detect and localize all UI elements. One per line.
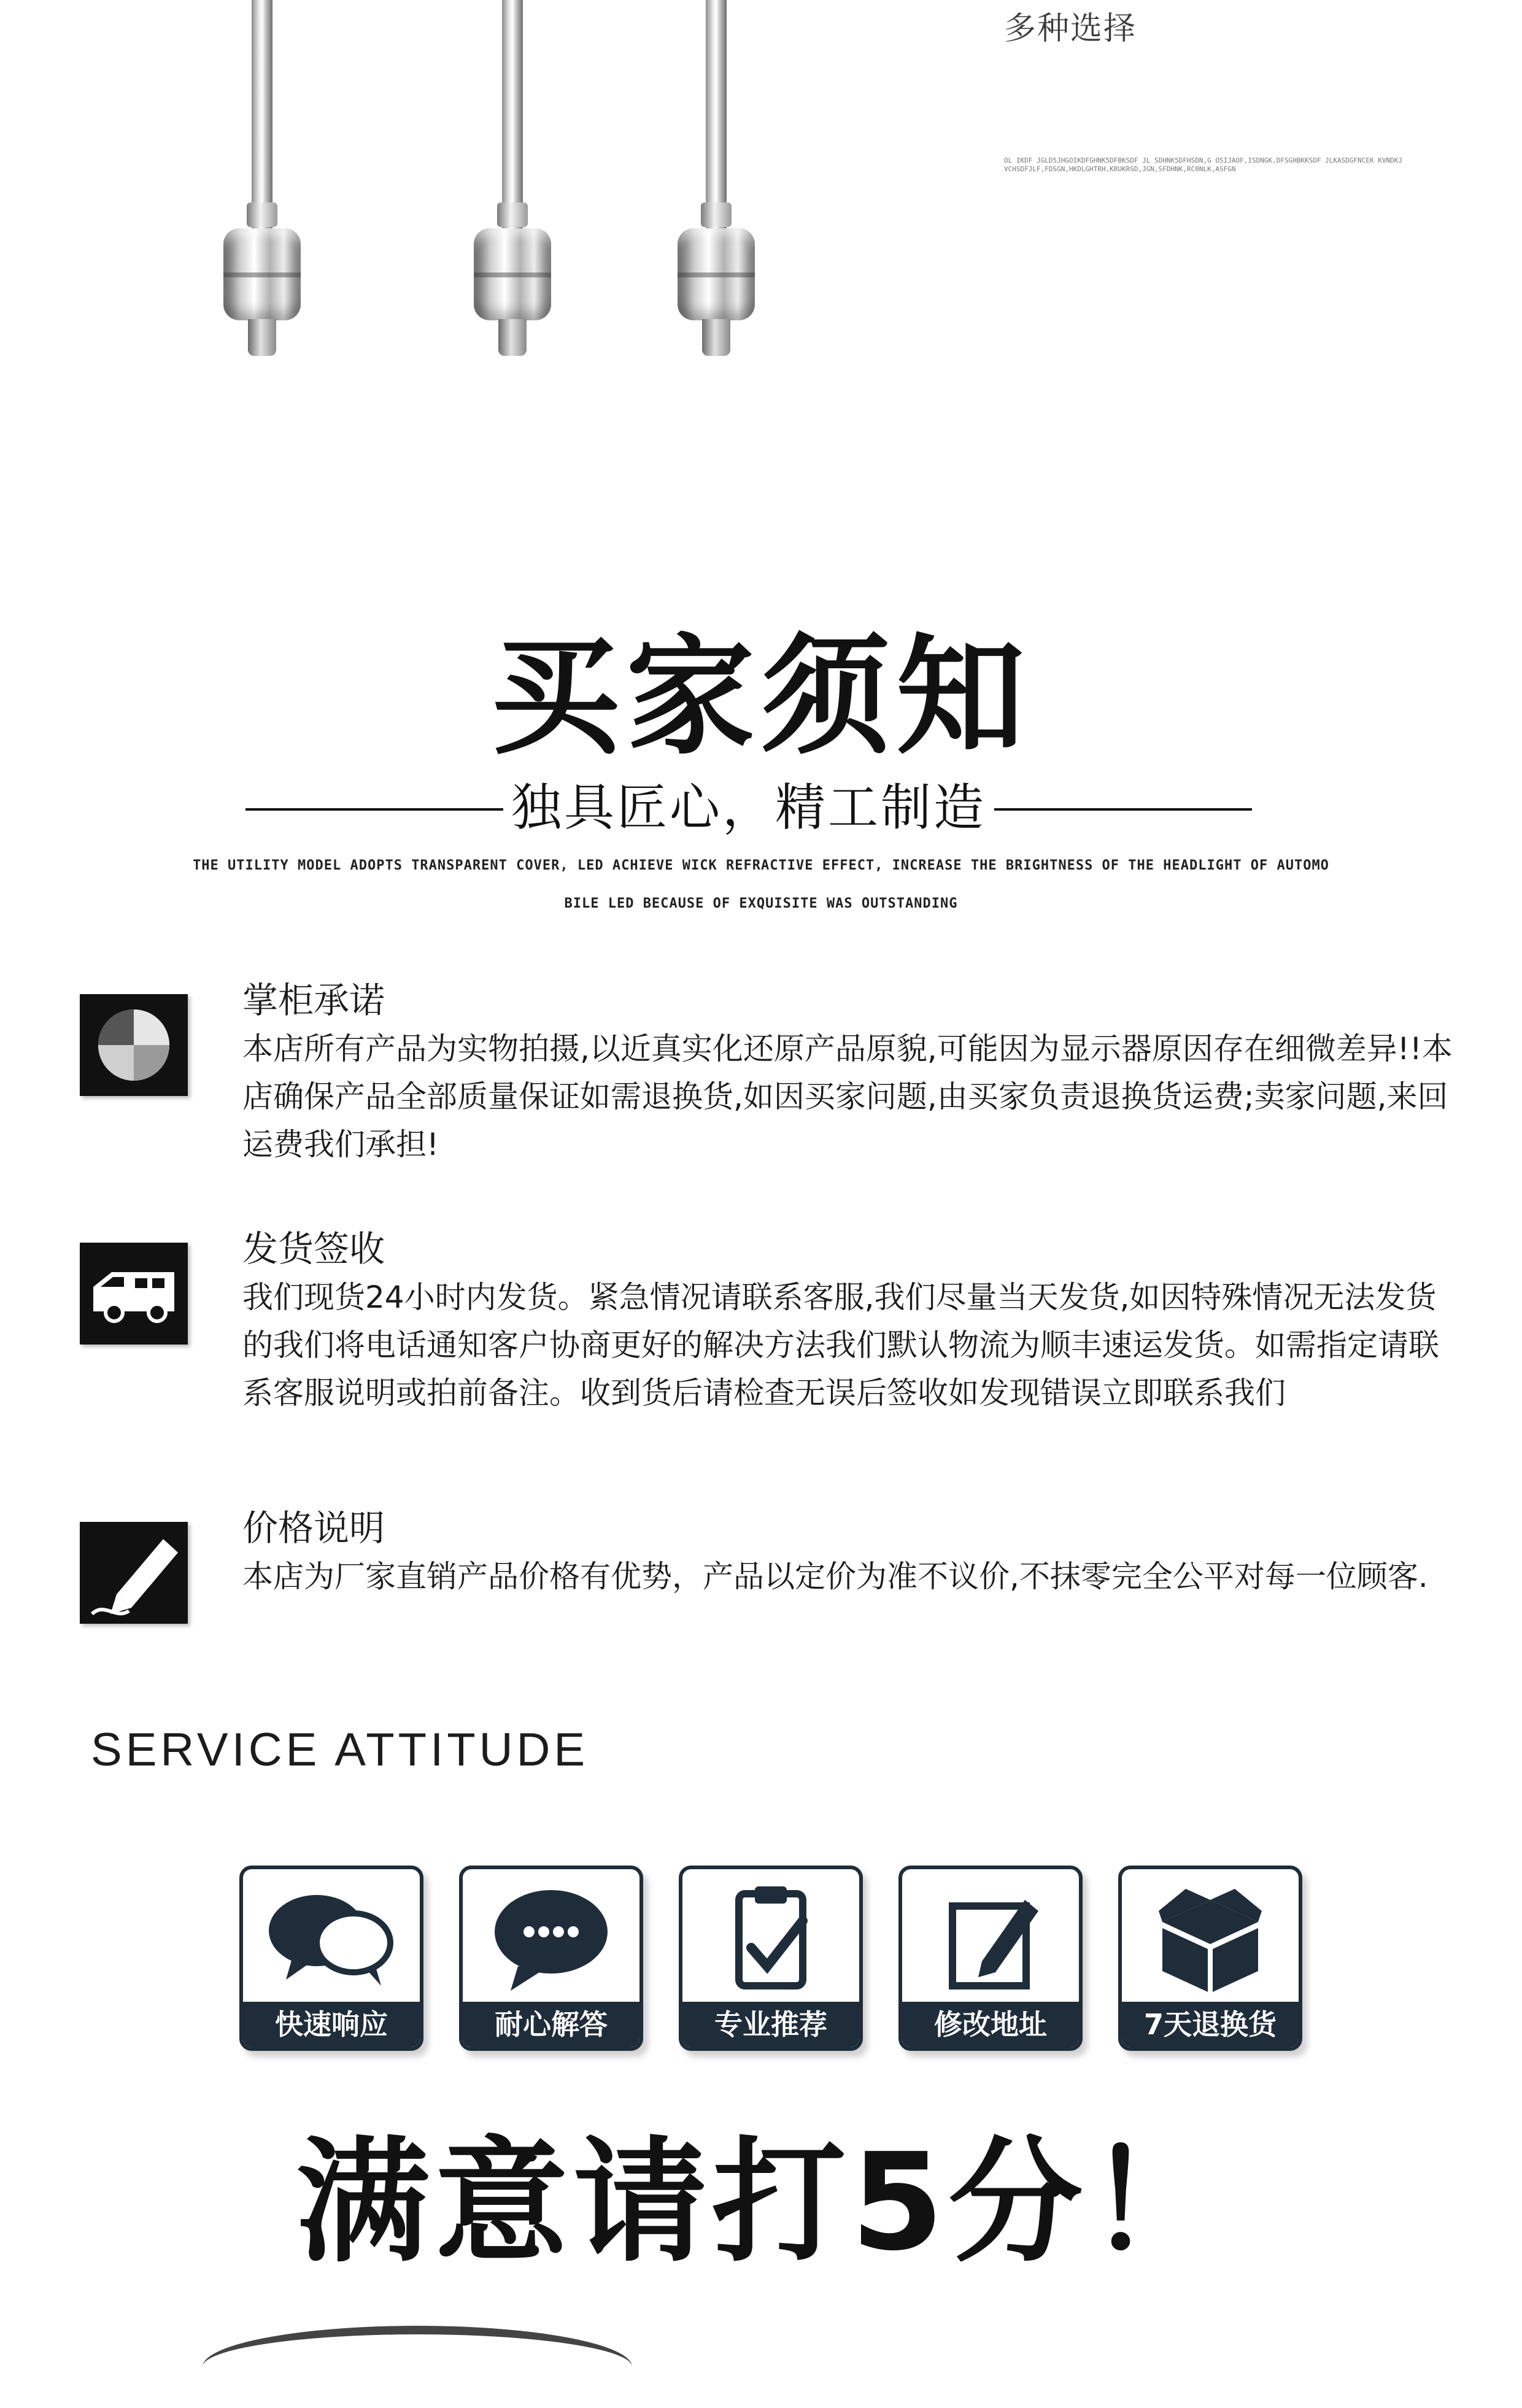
divider-line [245,808,503,811]
float-sensor-image [221,0,307,368]
english-line-1: THE UTILITY MODEL ADOPTS TRANSPARENT COVER, LED ACHIEVE WICK REFRACTIVE EFFECT, INCREASE THE BRIGHTNESS OF THE HEADLIGHT OF AUTOMO [193,858,1329,873]
float-sensor-image [675,0,761,368]
choice-label: 多种选择 [1004,10,1137,47]
decorative-arc [203,2326,632,2408]
english-line-2: BILE LED BECAUSE OF EXQUISITE WAS OUTSTANDING [564,896,958,911]
clipboard-check-icon [682,1875,859,1998]
service-badge-7-day-return [1118,1866,1302,2051]
item-body: 我们现货24小时内发货。紧急情况请联系客服,我们尽量当天发货,如因特殊情况无法发货的我们将电话通知客户协商更好的解决方法我们默认物流为顺丰速运发货。如需指定请联系客服说明或拍前备注。收到货后请检查无误后签收如发现错误立即联系我们 [242,1279,1439,1411]
badge-label: 修改地址 [902,2002,1079,2047]
item-body: 本店为厂家直销产品价格有优势，产品以定价为准不议价,不抹零完全公平对每一位顾客. [242,1559,1428,1594]
service-badge-change-address [898,1866,1083,2051]
notice-subtitle: 独具匠心，精工制造 [511,779,986,837]
item-body: 本店所有产品为实物拍摄,以近真实化还原产品原貌,可能因为显示器原因存在细微差异!!本店确保产品全部质量保证如需退换货,如因买家问题,由买家负责退换货运费;卖家问题,来回运费我们承担! [242,1031,1453,1162]
rating-request: 满意请打5分！ [296,2125,1226,2280]
speech-bubble-icon [463,1875,639,1998]
box-icon [1122,1875,1299,1998]
float-sensor-image [471,0,557,368]
item-heading: 掌柜承诺 [242,979,385,1021]
item-heading: 发货签收 [242,1228,385,1270]
service-badge-fast-response [239,1866,423,2051]
fine-print-text: OL IKDF JGLD5JHGOIKDFGHNK5DFBKSDF JL SDHNK5DFHSDN,G OSIJAOF,ISDNGK,DFSGHBKKSDF JLKASDGFNCEK KVNDKJVCHSDFJLF,FDSGN,HKDLGHTRH,KRUKRSD,JGN,SFDHNK,RC0NLK,ASFGN [1004,156,1403,173]
divider-line [994,808,1252,811]
edit-icon [902,1875,1079,1998]
notice-title: 买家须知 [490,620,1031,772]
delivery-van-icon [80,1243,188,1345]
english-description [135,847,1387,923]
badge-label: 专业推荐 [682,2002,859,2047]
item-heading: 价格说明 [242,1507,385,1549]
badge-label: 快速响应 [243,2002,420,2047]
service-badge-patient-answers [459,1866,643,2051]
pie-chart-icon [80,994,188,1096]
pen-icon [80,1522,188,1624]
chat-bubbles-icon [243,1875,420,1998]
badge-label: 耐心解答 [463,2002,639,2047]
service-title: SERVICE ATTITUDE [91,1724,589,1776]
badge-label: 7天退换货 [1122,2002,1299,2047]
notice-subtitle-row [0,774,1522,842]
service-badge-professional [679,1866,863,2051]
